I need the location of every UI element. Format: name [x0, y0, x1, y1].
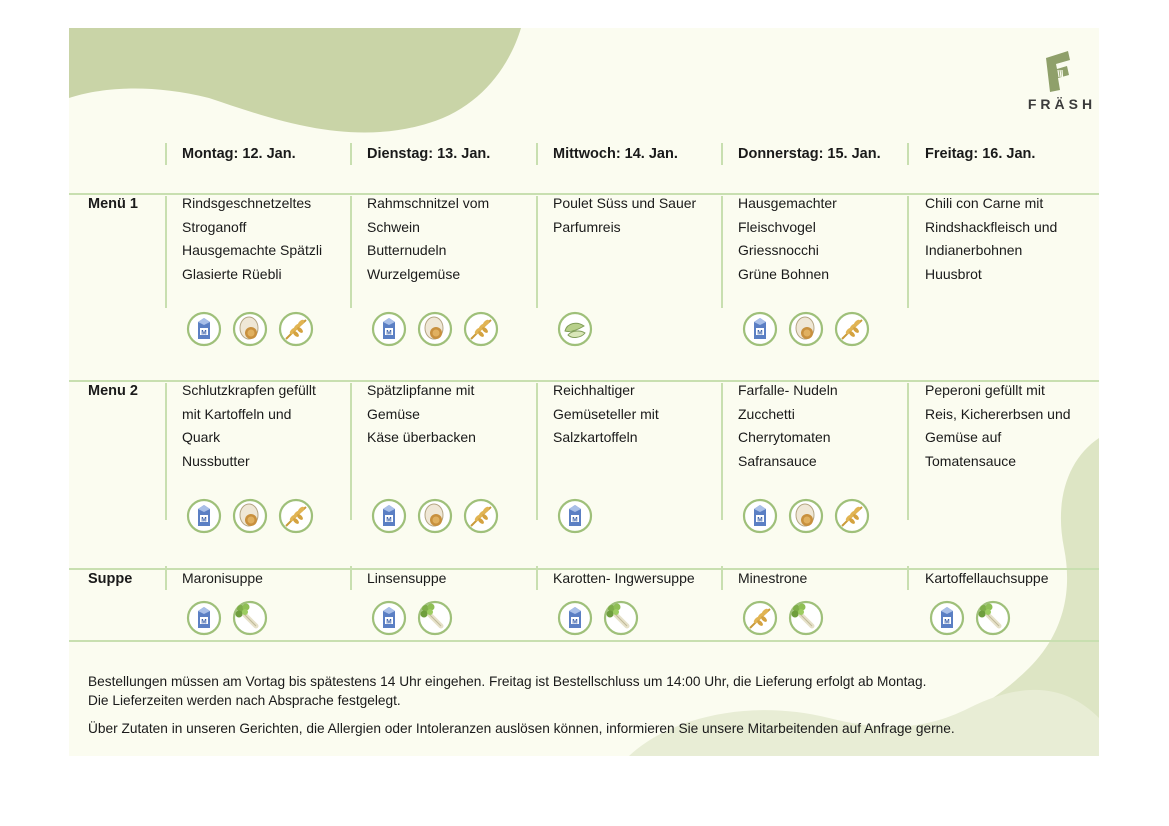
dish-line: Minestrone [738, 570, 808, 586]
dish-line: Tomatensauce [925, 452, 1017, 469]
wheat-icon [463, 498, 499, 539]
allergen-icons [557, 600, 639, 641]
footer-order-info [88, 672, 926, 710]
svg-text:M: M [757, 329, 763, 337]
allergen-icons [371, 600, 453, 641]
dish-line: Farfalle- Nudeln [738, 382, 838, 398]
column-divider [536, 143, 538, 165]
dish-line: Linsensuppe [367, 570, 447, 586]
fraesh-logo-icon [1040, 48, 1076, 92]
nuts-icon [557, 311, 593, 352]
allergen-icons [371, 498, 499, 539]
day-header-1: Montag: 12. Jan. [182, 146, 296, 162]
svg-text:M: M [572, 516, 578, 524]
wheat-icon [834, 498, 870, 539]
dish-line: Fleischvogel [738, 218, 816, 235]
milk-icon [371, 600, 407, 641]
milk-icon [186, 600, 222, 641]
dish-cell [182, 567, 354, 591]
egg-icon [417, 498, 453, 539]
wheat-icon [463, 311, 499, 352]
allergen-icons [557, 311, 593, 352]
dish-line: Peperoni gefüllt mit [925, 382, 1045, 398]
svg-text:M: M [201, 516, 207, 524]
milk-icon [929, 600, 965, 641]
dish-line: Wurzelgemüse [367, 265, 461, 282]
svg-text:M: M [386, 329, 392, 337]
dish-cell [182, 379, 354, 473]
dish-line: Indianerbohnen [925, 242, 1023, 259]
brand-logo [1014, 48, 1099, 112]
brand-name: FRÄSH [1027, 96, 1097, 112]
dish-line: Käse überbacken [367, 429, 476, 446]
dish-line: Nussbutter [182, 452, 250, 469]
dish-line: Spätzlipfanne mit [367, 382, 475, 398]
svg-text:M: M [201, 618, 207, 626]
dish-cell [553, 379, 725, 450]
dish-line: Huusbrot [925, 265, 982, 282]
svg-text:M: M [386, 618, 392, 626]
dish-line: Gemüseteller mit [553, 405, 659, 422]
day-header-4: Donnerstag: 15. Jan. [738, 146, 881, 162]
footer-line-3: Über Zutaten in unseren Gerichten, die Allergien oder Intoleranzen auslösen können, informieren Sie unsere Mitarbeitenden auf Anfrage gerne. [88, 721, 955, 736]
dish-cell [182, 192, 354, 286]
dish-line: Maronisuppe [182, 570, 263, 586]
dish-cell [367, 567, 539, 591]
dish-line: Schwein [367, 218, 420, 235]
column-divider [350, 143, 352, 165]
dish-line: Rahmschnitzel vom [367, 195, 490, 211]
celery-icon [603, 600, 639, 641]
dish-line: Parfumreis [553, 218, 621, 235]
dish-line: Stroganoff [182, 218, 247, 235]
dish-line: Cherrytomaten [738, 429, 831, 446]
dish-line: Gemüse auf [925, 429, 1002, 446]
celery-icon [232, 600, 268, 641]
allergen-icons [186, 498, 314, 539]
footer-line-2: Die Lieferzeiten werden nach Absprache festgelegt. [88, 693, 401, 708]
milk-icon [186, 498, 222, 539]
column-divider [165, 566, 167, 590]
dish-line: Rindsgeschnetzeltes [182, 195, 312, 211]
column-divider [165, 383, 167, 520]
egg-icon [788, 498, 824, 539]
milk-icon [557, 600, 593, 641]
dish-cell [738, 379, 910, 473]
column-divider [721, 143, 723, 165]
celery-icon [975, 600, 1011, 641]
wheat-icon [278, 498, 314, 539]
svg-text:M: M [757, 516, 763, 524]
allergen-icons [186, 311, 314, 352]
column-divider [165, 143, 167, 165]
row-label-3: Suppe [88, 571, 133, 587]
dish-line: Chili con Carne mit [925, 195, 1044, 211]
dish-line: Kartoffellauchsuppe [925, 570, 1049, 586]
dish-line: Hausgemachte Spätzli [182, 242, 323, 259]
allergen-icons [186, 600, 268, 641]
svg-text:M: M [572, 618, 578, 626]
svg-text:M: M [944, 618, 950, 626]
dish-line: Safransauce [738, 452, 817, 469]
egg-icon [232, 311, 268, 352]
wheat-icon [742, 600, 778, 641]
dish-line: Grüne Bohnen [738, 265, 830, 282]
dish-cell [925, 192, 1097, 286]
allergen-icons [929, 600, 1011, 641]
egg-icon [788, 311, 824, 352]
footer-line-1: Bestellungen müssen am Vortag bis spätestens 14 Uhr eingehen. Freitag ist Bestellschluss um 14:00 Uhr, die Lieferung erfolgt ab Montag. [88, 674, 927, 689]
wheat-icon [278, 311, 314, 352]
dish-line: Butternudeln [367, 242, 447, 259]
day-header-3: Mittwoch: 14. Jan. [553, 146, 678, 162]
wheat-icon [834, 311, 870, 352]
celery-icon [417, 600, 453, 641]
dish-line: Rindshackfleisch und [925, 218, 1058, 235]
milk-icon [186, 311, 222, 352]
svg-text:M: M [201, 329, 207, 337]
dish-line: Hausgemachter [738, 195, 837, 211]
allergen-icons [742, 498, 870, 539]
allergen-icons [742, 600, 824, 641]
dish-cell [925, 379, 1097, 473]
dish-line: Gemüse [367, 405, 420, 422]
dish-cell [367, 192, 539, 286]
column-divider [907, 143, 909, 165]
milk-icon [742, 498, 778, 539]
dish-line: Poulet Süss und Sauer [553, 195, 697, 211]
allergen-icons [557, 498, 593, 539]
menu-page [69, 28, 1099, 756]
dish-cell [367, 379, 539, 450]
milk-icon [742, 311, 778, 352]
dish-line: Karotten- Ingwersuppe [553, 570, 695, 586]
allergen-icons [371, 311, 499, 352]
day-header-2: Dienstag: 13. Jan. [367, 146, 491, 162]
dish-cell [738, 567, 910, 591]
dish-line: Reis, Kichererbsen und [925, 405, 1071, 422]
dish-line: mit Kartoffeln und [182, 405, 292, 422]
dish-cell [925, 567, 1097, 591]
dish-line: Reichhaltiger [553, 382, 635, 398]
day-header-5: Freitag: 16. Jan. [925, 146, 1036, 162]
svg-text:M: M [386, 516, 392, 524]
footer-allergy-info [88, 719, 955, 738]
dish-line: Glasierte Rüebli [182, 265, 282, 282]
milk-icon [371, 311, 407, 352]
celery-icon [788, 600, 824, 641]
dish-cell [738, 192, 910, 286]
egg-icon [232, 498, 268, 539]
column-divider [165, 196, 167, 308]
dish-line: Schlutzkrapfen gefüllt [182, 382, 316, 398]
row-label-2: Menu 2 [88, 383, 138, 399]
dish-cell [553, 192, 725, 239]
milk-icon [557, 498, 593, 539]
row-label-1: Menü 1 [88, 196, 138, 212]
dish-line: Griessnocchi [738, 242, 819, 259]
dish-line: Salzkartoffeln [553, 429, 638, 446]
dish-line: Quark [182, 429, 221, 446]
dish-cell [553, 567, 725, 591]
allergen-icons [742, 311, 870, 352]
milk-icon [371, 498, 407, 539]
dish-line: Zucchetti [738, 405, 795, 422]
egg-icon [417, 311, 453, 352]
